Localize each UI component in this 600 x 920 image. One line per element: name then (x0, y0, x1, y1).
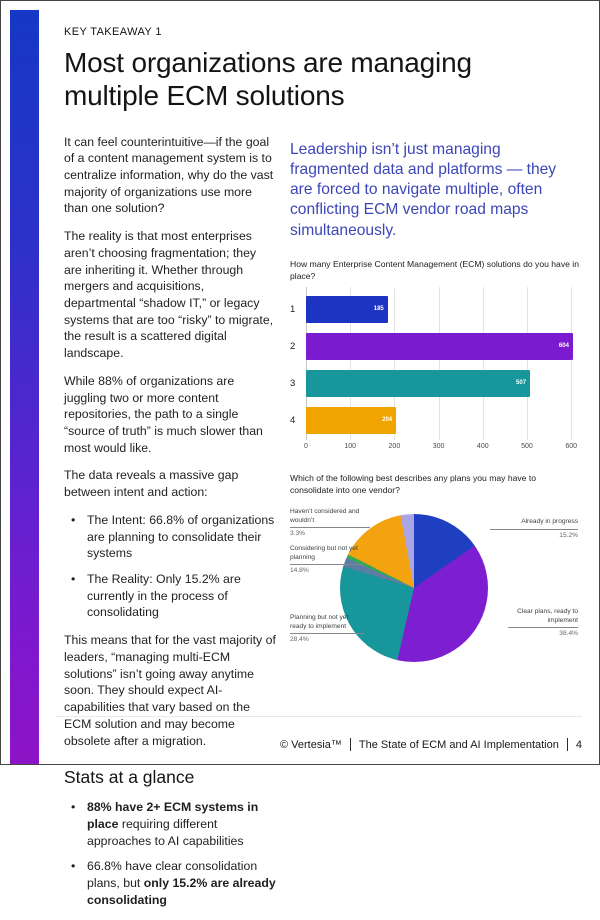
page-content (64, 1, 582, 907)
page-title: Most organizations are managing multiple ECM solutions (64, 47, 472, 111)
bar-value-label: 604 (558, 343, 569, 350)
bar-row (290, 291, 582, 328)
intent-bullet-list (64, 512, 277, 621)
list-item: • The Intent: 66.8% of organizations are planning to consolidate their systems (64, 512, 277, 562)
bar (306, 333, 573, 360)
pie-chart-title: Which of the following best describes any plans you may have to consolidate into one vendor? (290, 472, 537, 495)
charts-column (290, 134, 582, 920)
paragraph: This means that for the vast majority of leaders, “managing multi-ECM solutions” isn’t going away anytime soon. They should expect AI-capabilities that vary based on the ECM solution and may become obsolete after a migration. (64, 633, 276, 748)
bar-row (290, 328, 582, 365)
stat-text: requiring different approaches to AI capabilities (87, 816, 244, 848)
bar (306, 407, 396, 434)
paragraph: The data reveals a massive gap between intent and action: (64, 468, 239, 500)
bar-value-label: 507 (516, 380, 527, 387)
bar-rows (290, 291, 582, 439)
paragraph: While 88% of organizations are juggling two or more content repositories, the path to a single “source of truth” is much slower than most would like. (64, 373, 263, 455)
x-tick-label: 100 (344, 442, 357, 450)
x-tick-label: 200 (388, 442, 401, 450)
stat-bold: 88% have 2+ ECM systems in place (87, 800, 259, 831)
list-item (64, 799, 277, 849)
x-tick-label: 400 (476, 442, 489, 450)
footer-doc-title: The State of ECM and AI Implementation (358, 738, 559, 751)
list-item (64, 858, 277, 908)
footer-brand: © Vertesia™ (280, 738, 342, 751)
stat-bold: only 15.2% are already consolidating (87, 876, 276, 907)
paragraph: It can feel counterintuitive—if the goal of a content management system is to centralize information, why do the vast majority of organizations use more than one solution? (64, 134, 274, 216)
stat-text: 66.8% have clear consolidation plans, but (87, 859, 258, 891)
bar-row (290, 402, 582, 439)
bar-plot (290, 291, 582, 439)
bar-category-label: 1 (290, 303, 296, 315)
bar-row (290, 365, 582, 402)
pie-label-clear-plans: Clear plans, ready to implement 38.4% (508, 608, 578, 639)
bar-value-label: 185 (373, 306, 384, 313)
x-tick-label: 500 (521, 442, 533, 450)
footer-separator (567, 738, 568, 751)
pie-label-already-in-progress: Already in progress 15.2% (490, 518, 578, 540)
bar (306, 370, 530, 397)
bar-category-label: 4 (290, 414, 296, 426)
stats-heading: Stats at a glance (64, 767, 195, 788)
two-column-layout (64, 134, 582, 920)
bar-x-axis (306, 443, 580, 455)
bar-chart-title: How many Enterprise Content Management (ECM) solutions do you have in place? (290, 258, 579, 281)
pie-label-havent-considered: Haven’t considered and wouldn’t 3.3% (290, 508, 370, 539)
footer (280, 738, 582, 751)
bar (306, 296, 388, 323)
footer-divider (56, 716, 582, 717)
pie-chart (290, 508, 582, 688)
pie-label-planning: Planning but not yet ready to implement 28.4% (290, 614, 364, 645)
footer-separator (350, 738, 351, 751)
body-column (64, 134, 277, 920)
pie-label-considering: Considering but not yet planning 14.8% (290, 545, 364, 576)
bar-category-label: 3 (290, 377, 296, 389)
x-tick-label: 600 (565, 442, 577, 450)
kicker: KEY TAKEAWAY 1 (64, 26, 162, 38)
list-item: • The Reality: Only 15.2% are currently in the process of consolidating (64, 571, 277, 621)
accent-gradient-bar (10, 10, 39, 764)
paragraph: The reality is that most enterprises aren’t choosing fragmentation; they are inheriting it. Whether through mergers and acquisitions, departmental “shadow IT,” or legacy systems that are too “risky” to migrate, the result is a scattered digital landscape. (64, 229, 274, 361)
bar-value-label: 204 (382, 417, 393, 424)
callout-text: Leadership isn’t just managing fragmented data and platforms — they are forced to navigate multiple, often conflicting ECM vendor road maps simultaneously. (290, 140, 557, 239)
bar-category-label: 2 (290, 340, 296, 352)
bar-chart (290, 291, 582, 455)
stats-bullet-list (64, 799, 277, 908)
footer-page-number: 4 (575, 738, 582, 751)
x-tick-label: 300 (432, 442, 445, 450)
x-tick-label: 0 (304, 442, 308, 450)
